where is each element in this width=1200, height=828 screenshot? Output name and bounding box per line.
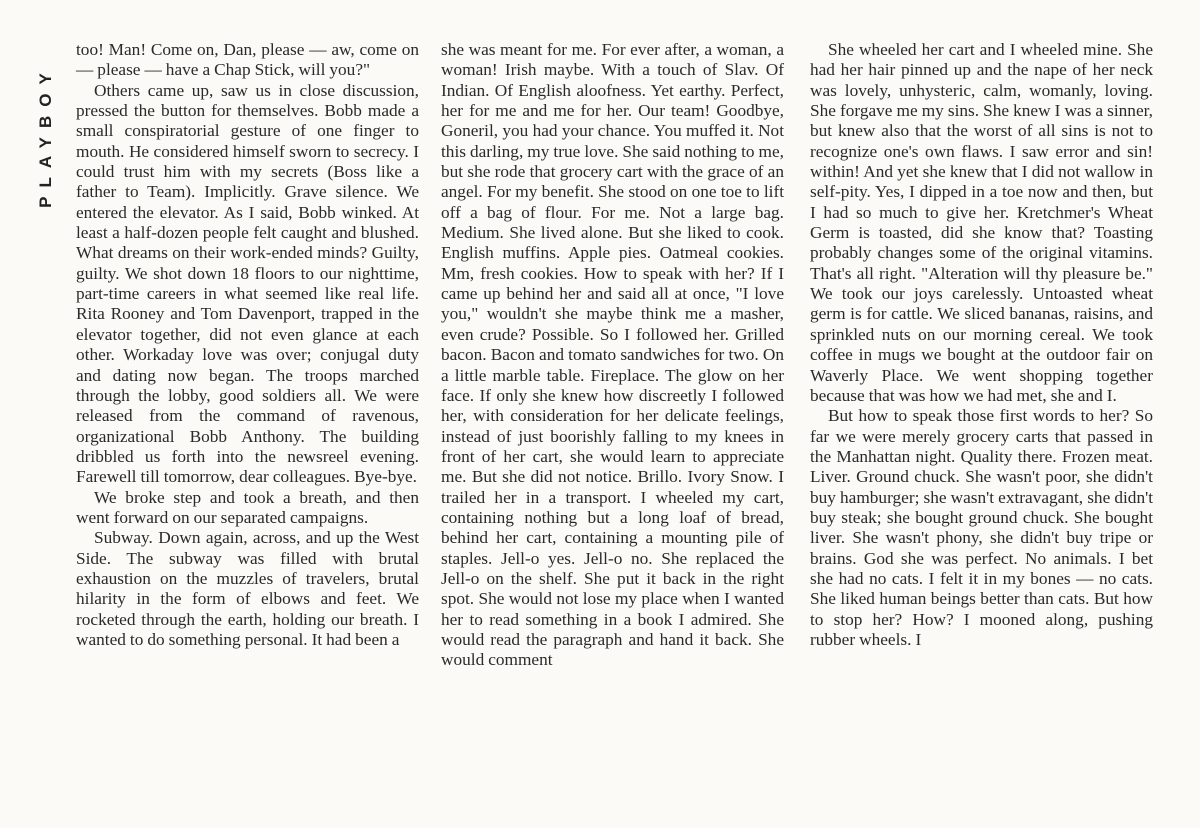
masthead-text: PLAYBOY [36,64,55,208]
paragraph: But how to speak those first words to her? So far we were merely grocery carts that passed in the Manhattan night. Quality there. Frozen meat. Liver. Ground chuck. She wasn't poor, she didn't buy hamburger; she wasn't extravagant, she didn't buy steak; she bought ground chuck. She bought liver. She wasn't phony, she didn't buy tripe or brains. God she was perfect. No animals. I bet she had no cats. I felt it in my bones — no cats. She liked human beings better than cats. But how to stop her? How? I mooned along, pushing rubber wheels. I [810,406,1153,649]
paragraph: Subway. Down again, across, and up the West Side. The subway was filled with brutal exhaustion on the muzzles of travelers, brutal hilarity in the form of elbows and feet. We rocketed through the earth, holding our breath. I wanted to do something personal. It had been a [76,528,419,649]
text-column-3 [810,40,1153,650]
paragraph: We broke step and took a breath, and then went forward on our separated campaigns. [76,487,419,527]
paragraph: Others came up, saw us in close discussion, pressed the button for themselves. Bobb made a small conspiratorial gesture of one finger to mouth. He considered himself sworn to secrecy. I could trust him with my secrets (Boss like a father to Team). Implicitly. Grave silence. We entered the elevator. As I said, Bobb winked. At least a half-dozen people felt caught and blushed. What dreams on their work-ended minds? Guilty, guilty. We shot down 18 floors to our nighttime, part-time careers in what seemed like real life. Rita Rooney and Tom Davenport, trapped in the elevator together, did not even glance at each other. Workaday love was over; conjugal duty and dating now began. The troops marched through the lobby, good soldiers all. We were released from the command of ravenous, organizational Bobb Anthony. The building dribbled us forth into the newsreel evening. Farewell till tomorrow, dear colleagues. Bye-bye. [76,80,419,487]
text-column-2 [441,40,784,671]
paragraph: she was meant for me. For ever after, a woman, a woman! Irish maybe. With a touch of Slav. Of Indian. Of English aloofness. Yet earthy. Perfect, her for me and me for her. Our team! Goodbye, Goneril, you had your chance. You muffed it. Not this darling, my true love. She said nothing to me, but she rode that grocery cart with the grace of an angel. For my benefit. She stood on one toe to lift off a bag of flour. For me. Not a large bag. Medium. She lived alone. But she liked to cook. English muffins. Apple pies. Oatmeal cookies. Mm, fresh cookies. How to speak with her? If I came up behind her and said all at once, "I love you," wouldn't she maybe think me a masher, even crude? Possible. So I followed her. Grilled bacon. Bacon and tomato sandwiches for two. On a little marble table. Fireplace. The glow on her face. If only she knew how discreetly I followed her, with consideration for her delicate feelings, instead of just boorishly falling to my knees in front of her cart, she would learn to appreciate me. But she did not notice. Brillo. Ivory Snow. I trailed her in a transport. I wheeled my cart, containing nothing but a long loaf of bread, behind her cart, containing a mounting pile of staples. Jell-o yes. Jell-o no. She replaced the Jell-o on the shelf. She put it back in the right spot. She would not lose my place when I wanted her to read something in a book I admired. She would read the paragraph and hand it back. She would comment [441,40,784,670]
paragraph: too! Man! Come on, Dan, please — aw, come on — please — have a Chap Stick, will you?" [76,40,419,80]
masthead-vertical [36,46,56,226]
text-column-1 [76,40,419,650]
paragraph: She wheeled her cart and I wheeled mine. She had her hair pinned up and the nape of her neck was lovely, unhysteric, calm, womanly, loving. She forgave me my sins. She knew I was a sinner, but knew also that the worst of all sins is not to recognize one's own flaws. I saw error and sin! within! And yet she knew that I did not wallow in self-pity. Yes, I dipped in a toe now and then, but I had so much to give her. Kretchmer's Wheat Germ is toasted, did she know that? Toasting probably changes some of the original vitamins. That's all right. "Alteration will thy pleasure be." We took our joys carelessly. Untoasted wheat germ is for cattle. We sliced bananas, raisins, and sprinkled nuts on our morning cereal. We took coffee in mugs we bought at the outdoor fair on Waverly Place. We went shopping together because that was how we had met, she and I. [810,40,1153,405]
